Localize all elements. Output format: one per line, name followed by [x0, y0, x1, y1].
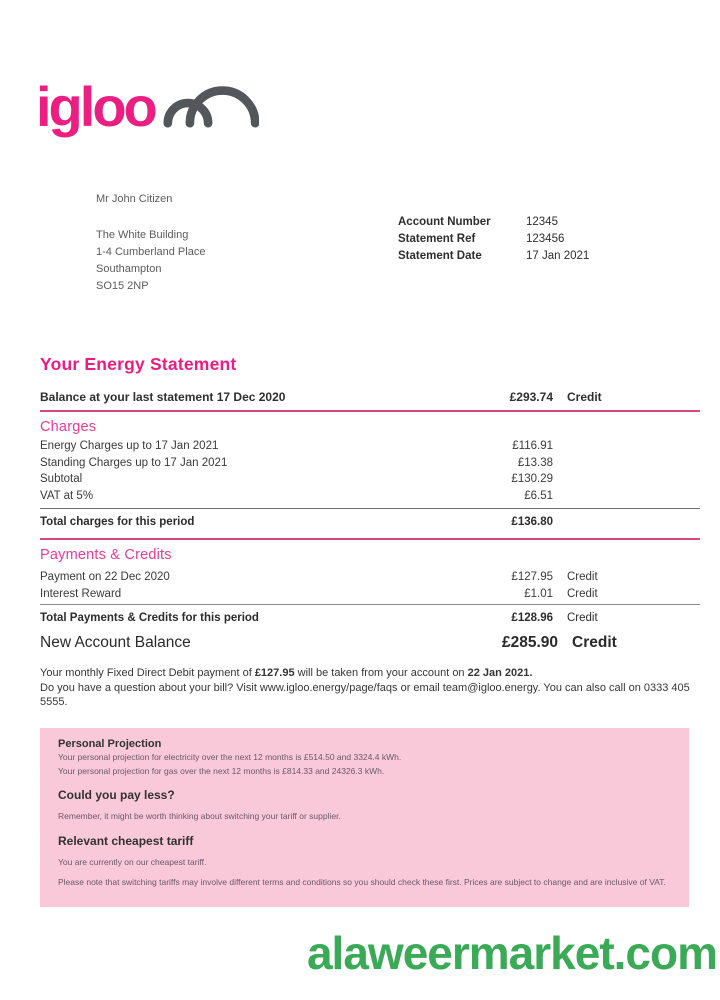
last-balance-status: Credit — [567, 390, 602, 404]
igloo-arch-icon — [163, 56, 259, 133]
account-number-value: 12345 — [526, 216, 558, 228]
last-balance-row — [40, 390, 700, 404]
last-balance-label: Balance at your last statement 17 Dec 2020 — [40, 390, 286, 404]
charge-label: Energy Charges up to 17 Jan 2021 — [40, 440, 219, 452]
charge-amount: £130.29 — [511, 473, 553, 485]
charges-total-label: Total charges for this period — [40, 516, 195, 528]
contact-line: Do you have a question about your bill? Visit www.igloo.energy/page/faqs or email team@igloo.energy. You can also call on 0333 405 5555. — [40, 681, 690, 708]
electricity-projection-line: Your personal projection for electricity over the next 12 months is £514.50 and 3324.4 kWh. — [58, 752, 402, 762]
payments-total-amount: £128.96 — [511, 612, 553, 624]
statement-ref-row — [398, 231, 589, 248]
direct-debit-line — [40, 666, 700, 681]
payment-status: Credit — [567, 571, 598, 583]
charge-amount: £13.38 — [517, 456, 553, 469]
igloo-logo — [36, 56, 259, 138]
address-line: The White Building — [96, 229, 189, 241]
charge-amount: £116.91 — [512, 440, 553, 452]
charge-label: Subtotal — [40, 473, 83, 485]
charge-label: VAT at 5% — [40, 489, 94, 502]
direct-debit-note — [40, 666, 700, 710]
statement-ref-value: 123456 — [526, 233, 565, 245]
charges-heading: Charges — [40, 419, 97, 435]
charges-section — [40, 419, 700, 529]
charge-amount: £6.51 — [524, 489, 553, 502]
payments-heading: Payments & Credits — [40, 547, 172, 563]
new-balance-row — [40, 634, 700, 652]
statement-date-label: Statement Date — [398, 250, 482, 262]
payment-label: Payment on 22 Dec 2020 — [40, 571, 170, 583]
account-info-block — [398, 214, 589, 265]
recipient-name: Mr John Citizen — [96, 193, 173, 205]
personal-projection-heading: Personal Projection — [58, 738, 162, 750]
pay-less-line: Remember, it might be worth thinking about switching your tariff or supplier. — [58, 811, 341, 821]
address-line: 1-4 Cumberland Place — [96, 246, 206, 258]
charge-row — [40, 438, 700, 455]
note-text: Your monthly Fixed Direct Debit payment of — [40, 667, 255, 679]
payment-row — [40, 586, 700, 603]
payments-section — [40, 547, 700, 652]
igloo-logo-text: igloo — [36, 75, 155, 138]
charges-total-row — [40, 515, 700, 529]
account-number-row — [398, 214, 589, 231]
note-text: will be taken from your account on — [294, 667, 468, 679]
charge-row — [40, 488, 700, 505]
new-balance-amount: £285.90 — [501, 634, 558, 651]
payment-status: Credit — [567, 587, 598, 600]
last-balance-amount: £293.74 — [509, 390, 553, 404]
payment-date-bold: 22 Jan 2021. — [467, 667, 533, 679]
address-line: Southampton — [96, 263, 162, 275]
cheapest-tariff-heading: Relevant cheapest tariff — [58, 833, 194, 848]
address-line: SO15 2NP — [96, 280, 149, 292]
payments-total-row — [40, 611, 700, 625]
charges-total-amount: £136.80 — [511, 516, 553, 528]
payment-amount: £127.95 — [511, 571, 553, 583]
gas-projection-line: Your personal projection for gas over the next 12 months is £814.33 and 24326.3 kWh. — [58, 765, 385, 776]
payment-amount-bold: £127.95 — [254, 667, 295, 679]
statement-date-value: 17 Jan 2021 — [526, 250, 590, 262]
statement-body — [40, 355, 700, 652]
account-number-label: Account Number — [398, 216, 491, 228]
divider — [40, 410, 700, 412]
recipient-address-block — [96, 191, 205, 295]
divider — [40, 604, 700, 605]
payments-total-status: Credit — [567, 612, 598, 624]
charge-row — [40, 455, 700, 472]
personal-projection-box — [40, 728, 689, 907]
divider — [40, 508, 700, 509]
payment-row — [40, 569, 700, 586]
statement-ref-label: Statement Ref — [398, 233, 476, 245]
charge-row — [40, 471, 700, 488]
payment-amount: £1.01 — [524, 587, 553, 600]
cheapest-tariff-line: You are currently on our cheapest tariff. — [58, 856, 207, 867]
divider — [40, 538, 700, 540]
new-balance-status: Credit — [572, 634, 617, 651]
watermark-text: alaweermarket.com — [306, 927, 717, 979]
new-balance-label: New Account Balance — [40, 634, 191, 651]
pay-less-heading: Could you pay less? — [58, 788, 175, 802]
payment-label: Interest Reward — [40, 587, 122, 600]
payments-total-label: Total Payments & Credits for this period — [40, 612, 259, 624]
charge-label: Standing Charges up to 17 Jan 2021 — [40, 456, 228, 469]
switching-note-line: Please note that switching tariffs may involve different terms and conditions so you should check these first. Prices are subject to change and are inclusive of VAT. — [58, 877, 666, 887]
page-title: Your Energy Statement — [40, 354, 237, 374]
statement-date-row — [398, 248, 589, 265]
